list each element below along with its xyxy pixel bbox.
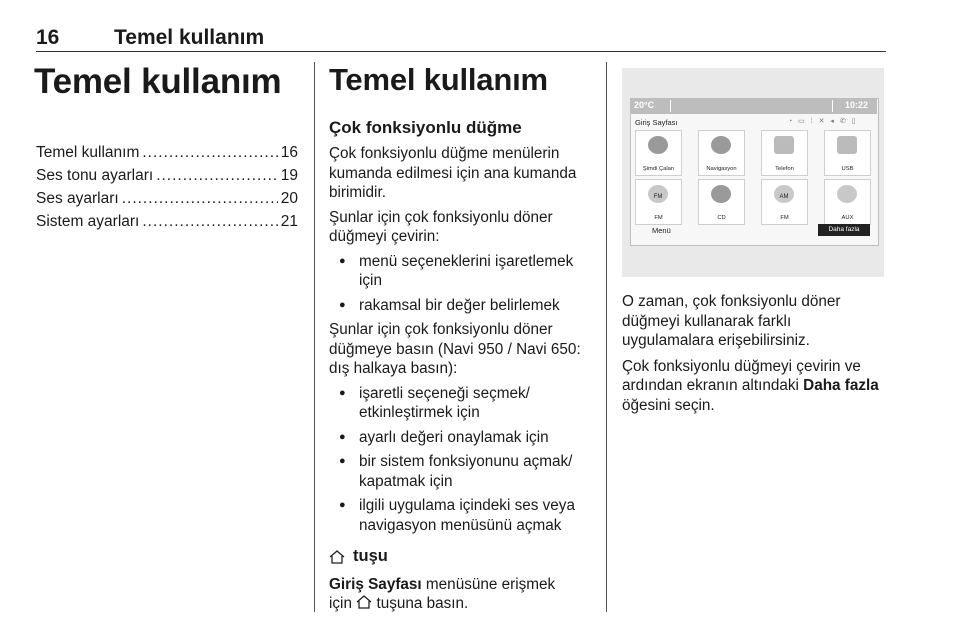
- radio-icon: FM: [648, 185, 668, 203]
- list-item: ● işaretli seçeneği seçmek/ etkinleştirmek için: [329, 384, 597, 423]
- radio-icon: AM: [774, 185, 794, 203]
- usb-icon: [837, 136, 857, 154]
- tile-phone[interactable]: Telefon: [761, 130, 808, 176]
- tile-now-playing[interactable]: Şimdi Çalan: [635, 130, 682, 176]
- running-header: Temel kullanım: [114, 26, 265, 49]
- toc-entry[interactable]: Sistem ayarları ..... 21: [36, 213, 298, 236]
- list-item: ● ayarlı değeri onaylamak için: [329, 428, 597, 448]
- paragraph: Giriş Sayfası menüsüne erişmek için tuşuna basın.: [329, 575, 556, 612]
- middle-column: [329, 118, 597, 619]
- music-icon: [648, 136, 668, 154]
- home-icon: [356, 595, 372, 609]
- status-icons: ◔ ▭ ⁞ ✕ ◂ ✆ ▯: [788, 118, 858, 125]
- divider: [670, 100, 671, 112]
- aux-plug-icon: [837, 185, 857, 203]
- list-item: ● rakamsal bir değer belirlemek: [329, 296, 597, 316]
- paragraph: O zaman, çok fonksiyonlu döner düğmeyi kullanarak farklı uygulamalara erişebilirsiniz.: [622, 293, 841, 349]
- paragraph: Çok fonksiyonlu düğme menülerin kumanda edilmesi için ana kumanda birimidir.: [329, 145, 577, 201]
- column-divider-1: [314, 62, 315, 612]
- disc-icon: [711, 185, 731, 203]
- status-bar: [630, 98, 877, 114]
- clock-readout: 10:22: [845, 100, 869, 110]
- bullet-list: [329, 252, 597, 316]
- menu-label[interactable]: Menü: [652, 226, 671, 235]
- list-item: ● menü seçeneklerini işaretlemek için: [329, 252, 597, 291]
- temperature-readout: 20°C: [634, 100, 655, 110]
- phone-icon: [774, 136, 794, 154]
- list-item: ● ilgili uygulama içindeki ses veya navigasyon menüsünü açmak: [329, 496, 597, 535]
- home-screen-figure: [622, 68, 884, 277]
- subheading: Çok fonksiyonlu düğme: [329, 118, 522, 137]
- toc-entry[interactable]: Ses ayarları ..... 20: [36, 190, 298, 213]
- more-button[interactable]: Daha fazla: [818, 224, 870, 236]
- tile-cd[interactable]: CD: [698, 179, 745, 225]
- tile-usb[interactable]: USB: [824, 130, 871, 176]
- toc-entry[interactable]: Ses tonu ayarları ..... 19: [36, 167, 298, 190]
- toc-entry[interactable]: Temel kullanım ..... 16: [36, 144, 298, 167]
- table-of-contents: [36, 144, 298, 236]
- paragraph: Çok fonksiyonlu düğmeyi çevirin ve ardından ekranın altındaki Daha fazla öğesini seçin.: [622, 357, 879, 414]
- bullet-list: [329, 384, 597, 536]
- tile-am[interactable]: AM FM: [761, 179, 808, 225]
- column-divider-2: [606, 62, 607, 612]
- screen-title: Giriş Sayfası: [635, 118, 678, 127]
- header-rule: [36, 51, 886, 52]
- tile-aux[interactable]: AUX: [824, 179, 871, 225]
- home-icon: [329, 550, 345, 564]
- page-number: 16: [36, 26, 60, 49]
- key-heading: tuşu: [329, 547, 597, 567]
- list-item: ● bir sistem fonksiyonunu açmak/ kapatmak için: [329, 452, 597, 491]
- section-title: Temel kullanım: [329, 62, 548, 97]
- paragraph: Şunlar için çok fonksiyonlu döner düğmeyi çevirin:: [329, 208, 553, 245]
- chapter-title: Temel kullanım: [34, 62, 282, 101]
- tile-fm[interactable]: FM FM: [635, 179, 682, 225]
- globe-icon: [711, 136, 731, 154]
- tile-navigation[interactable]: Navigasyon: [698, 130, 745, 176]
- right-column: [622, 292, 880, 421]
- divider: [832, 100, 833, 112]
- paragraph: Şunlar için çok fonksiyonlu döner düğmeye basın (Navi 950 / Navi 650: dış halkaya basın):: [329, 321, 581, 377]
